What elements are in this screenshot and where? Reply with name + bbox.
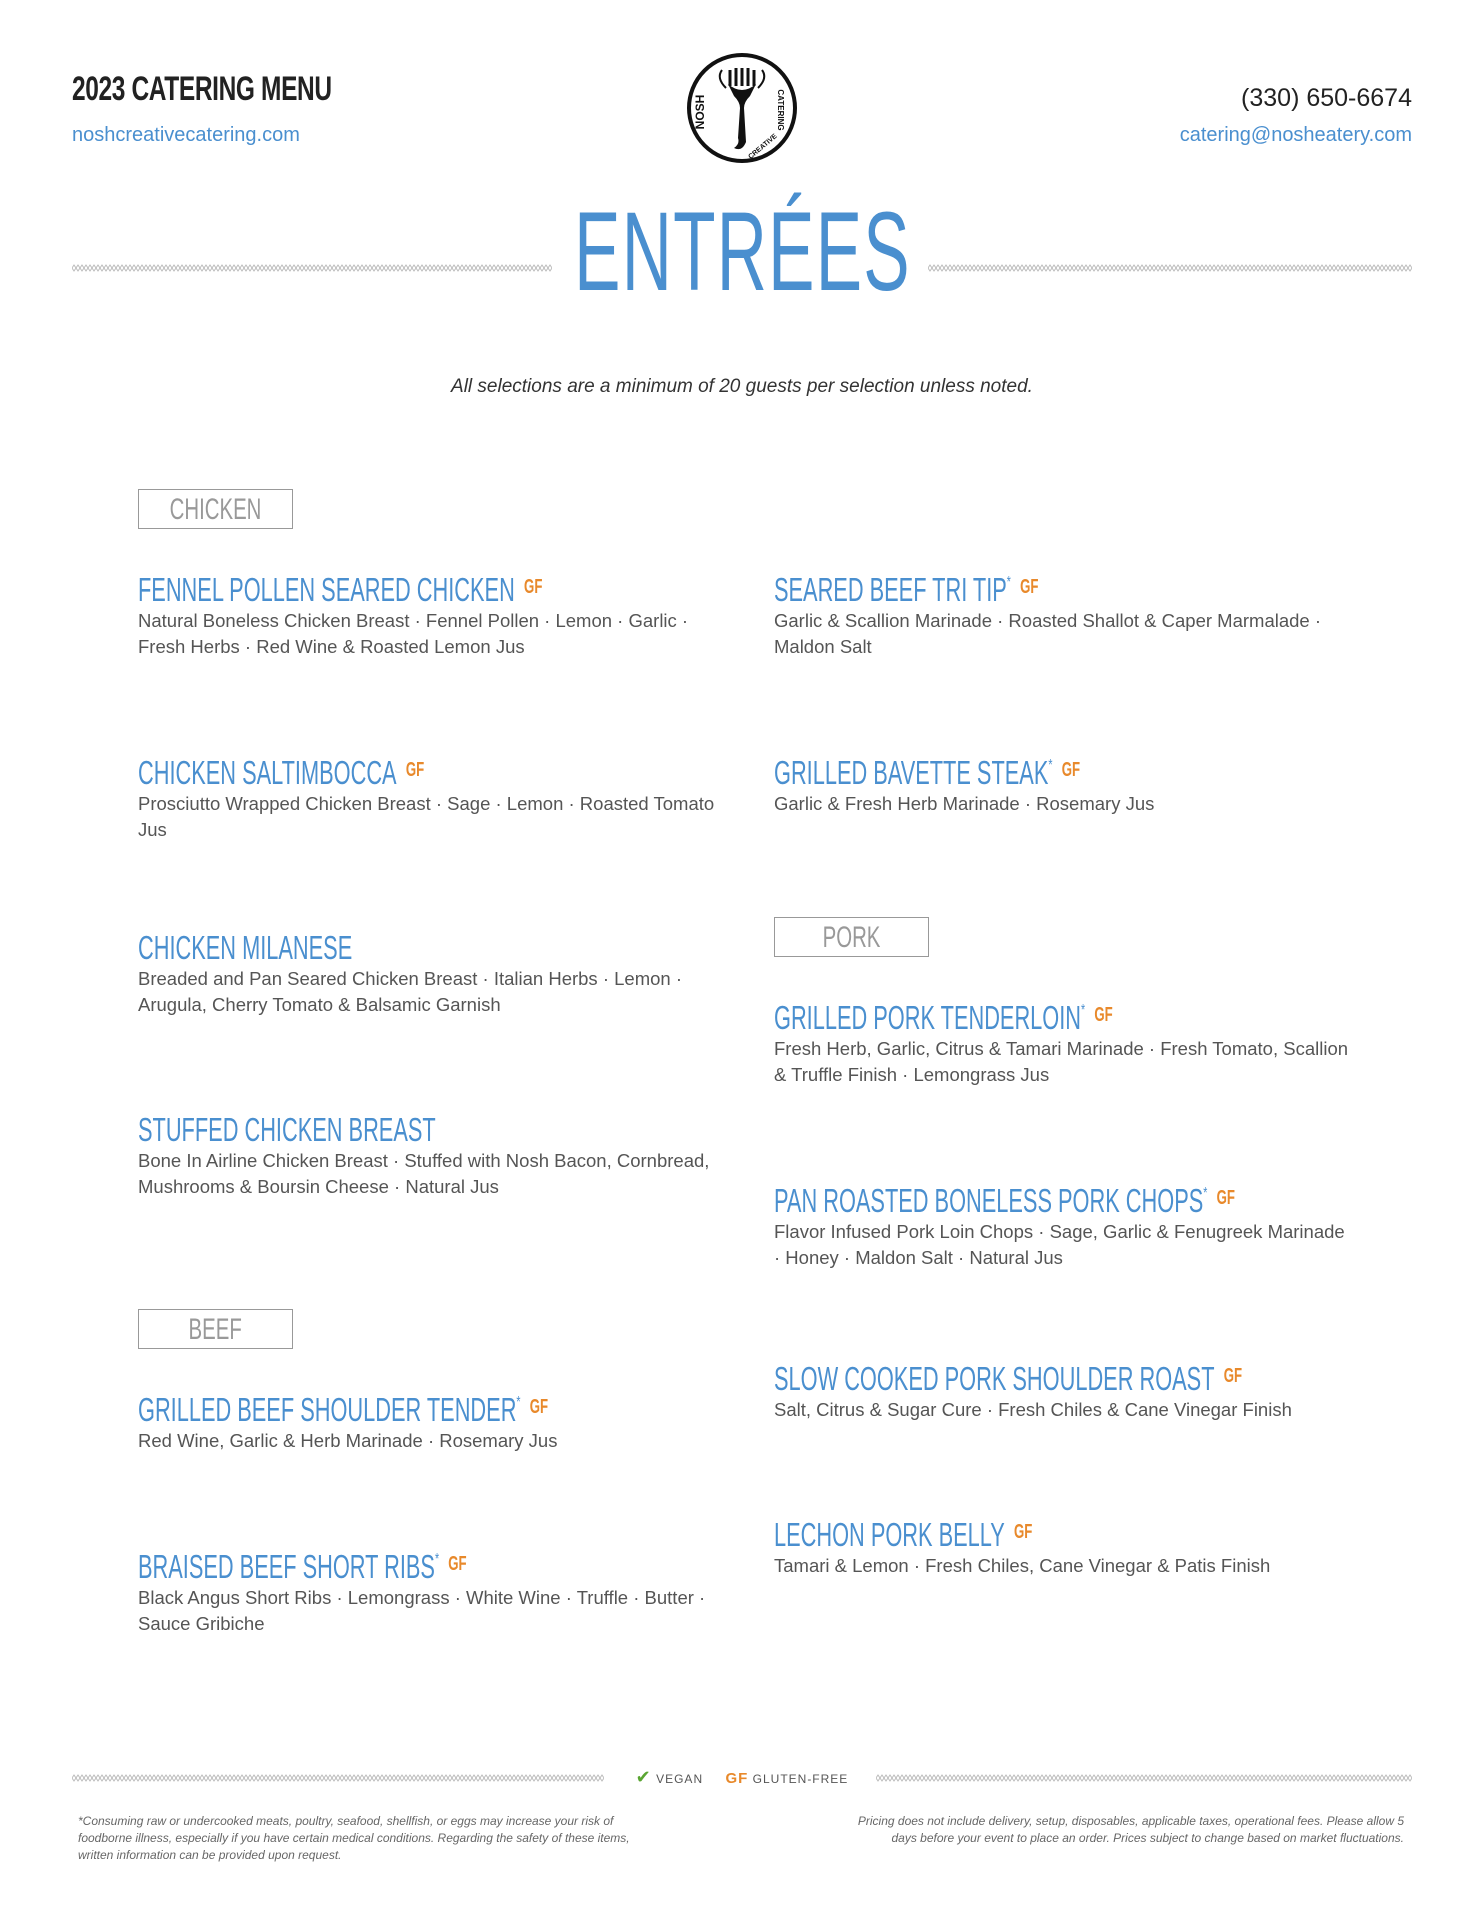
menu-item xyxy=(774,1176,1354,1271)
menu-item xyxy=(774,748,1354,817)
nosh-fork-logo xyxy=(686,52,798,164)
gluten-free-badge: GF xyxy=(524,576,543,598)
item-description: Breaded and Pan Seared Chicken Breast · Italian Herbs · Lemon · Arugula, Cherry Tomato & Balsamic Garnish xyxy=(138,968,682,1015)
section-label-beef: BEEF xyxy=(138,1309,293,1349)
menu-item xyxy=(138,1542,718,1637)
menu-item xyxy=(138,565,718,660)
gluten-free-badge: GF xyxy=(1223,1365,1243,1387)
item-name: LECHON PORK BELLY $^{GF}$ xyxy=(774,1516,1033,1553)
gluten-free-badge: GF xyxy=(1216,1187,1235,1209)
vegan-label: VEGAN xyxy=(656,1772,704,1786)
menu-item xyxy=(774,1514,1354,1579)
item-name: GRILLED BAVETTE STEAK* $^{GF}$ xyxy=(774,754,1081,791)
email-link[interactable]: catering@nosheatery.com xyxy=(1179,124,1412,146)
section-label-pork: PORK xyxy=(774,917,929,957)
gluten-free-badge: GF xyxy=(1014,1521,1033,1543)
item-name: SLOW COOKED PORK SHOULDER ROAST $^{GF}$ xyxy=(774,1360,1243,1397)
menu-item xyxy=(774,993,1354,1088)
gluten-free-label: GLUTEN-FREE xyxy=(752,1772,849,1786)
item-description: Flavor Infused Pork Loin Chops · Sage, Garlic & Fenugreek Marinade · Honey · Maldon Salt · Natural Jus xyxy=(774,1221,1345,1268)
item-name: FENNEL POLLEN SEARED CHICKEN $^{GF}$ xyxy=(138,571,543,608)
item-description: Garlic & Scallion Marinade · Roasted Shallot & Caper Marmalade · Maldon Salt xyxy=(774,610,1322,657)
menu-item xyxy=(138,1112,718,1200)
menu-item xyxy=(774,565,1354,660)
item-description: Tamari & Lemon · Fresh Chiles, Cane Vinegar & Patis Finish xyxy=(774,1555,1271,1576)
item-name: STUFFED CHICKEN BREAST xyxy=(138,1111,436,1148)
section-label-chicken: CHICKEN xyxy=(138,489,293,529)
gluten-free-badge: GF xyxy=(405,759,425,781)
item-description: Natural Boneless Chicken Breast · Fennel Pollen · Lemon · Garlic · Fresh Herbs · Red Wine & Roasted Lemon Jus xyxy=(138,610,689,657)
item-name: PAN ROASTED BONELESS PORK CHOPS* $^{GF}$ xyxy=(774,1182,1235,1219)
gluten-free-badge: GF xyxy=(1020,576,1039,598)
item-description: Prosciutto Wrapped Chicken Breast · Sage · Lemon · Roasted Tomato Jus xyxy=(138,793,715,840)
website-link[interactable]: noshcreativecatering.com xyxy=(72,124,300,146)
item-name: CHICKEN SALTIMBOCCA $^{GF}$ xyxy=(138,754,425,791)
item-name: SEARED BEEF TRI TIP* $^{GF}$ xyxy=(774,571,1039,608)
gluten-free-badge: GF xyxy=(529,1396,549,1418)
item-name: GRILLED PORK TENDERLOIN* $^{GF}$ xyxy=(774,999,1113,1036)
menu-item xyxy=(138,930,718,1018)
item-name: CHICKEN MILANESE xyxy=(138,929,353,966)
page-title: ENTRÉES xyxy=(573,189,911,314)
menu-item xyxy=(774,1358,1354,1423)
gluten-free-badge: GF xyxy=(1094,1004,1113,1026)
logo-text-top: NOSH xyxy=(693,94,707,130)
item-name: GRILLED BEEF SHOULDER TENDER* $^{GF}$ xyxy=(138,1391,549,1428)
item-name: BRAISED BEEF SHORT RIBS* $^{GF}$ xyxy=(138,1548,467,1585)
item-description: Black Angus Short Ribs · Lemongrass · White Wine · Truffle · Butter · Sauce Gribiche xyxy=(138,1587,706,1634)
logo-text-side: CATERING xyxy=(776,89,785,131)
logo-text-bottom: CREATIVE xyxy=(747,132,779,161)
item-description: Salt, Citrus & Sugar Cure · Fresh Chiles & Cane Vinegar Finish xyxy=(774,1399,1292,1420)
item-description: Garlic & Fresh Herb Marinade · Rosemary Jus xyxy=(774,793,1155,814)
subtitle-note: All selections are a minimum of 20 guests per selection unless noted. xyxy=(451,376,1033,397)
food-safety-disclaimer: *Consuming raw or undercooked meats, poultry, seafood, shellfish, or eggs may increase your risk of foodborne illness, especially if you have certain medical conditions. Regarding the safety of these items, written information can be provided upon request. xyxy=(78,1814,630,1862)
pricing-disclaimer: Pricing does not include delivery, setup, disposables, applicable taxes, operational fees. Please allow 5 days before your event to place an order. Prices subject to change based on market fluctuations. xyxy=(857,1814,1404,1845)
item-description: Red Wine, Garlic & Herb Marinade · Rosemary Jus xyxy=(138,1430,558,1451)
leaf-icon: ✔ xyxy=(635,1767,652,1787)
gluten-free-badge: GF xyxy=(1061,759,1081,781)
menu-item xyxy=(138,1385,718,1454)
gluten-free-mark: GF xyxy=(725,1770,749,1787)
zigzag-divider-footer-right xyxy=(876,1774,1412,1782)
zigzag-divider-right xyxy=(928,264,1412,272)
item-description: Fresh Herb, Garlic, Citrus & Tamari Marinade · Fresh Tomato, Scallion & Truffle Finish · Lemongrass Jus xyxy=(774,1038,1349,1085)
gluten-free-badge: GF xyxy=(448,1553,467,1575)
item-description: Bone In Airline Chicken Breast · Stuffed with Nosh Bacon, Cornbread, Mushrooms & Boursin Cheese · Natural Jus xyxy=(138,1150,710,1197)
menu-year-title: 2023 CATERING MENU xyxy=(72,70,332,108)
menu-item xyxy=(138,748,718,843)
phone-number: (330) 650-6674 xyxy=(1241,84,1412,112)
